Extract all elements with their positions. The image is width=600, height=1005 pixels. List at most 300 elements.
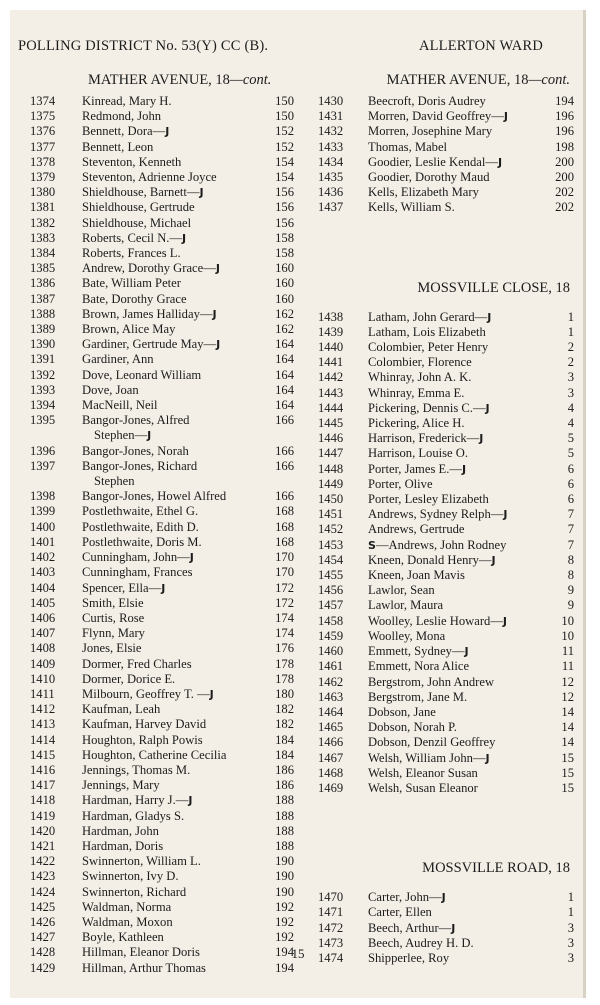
elector-number: 1470 xyxy=(318,890,344,905)
elector-number: 1414 xyxy=(30,732,56,747)
elector-page-ref: 1 xyxy=(567,890,574,905)
elector-entry xyxy=(30,444,294,459)
juror-mark: J xyxy=(503,110,508,124)
elector-name-line xyxy=(368,905,550,920)
elector-entry xyxy=(318,583,574,598)
elector-entry xyxy=(318,477,574,492)
elector-entry xyxy=(318,416,574,431)
elector-name-line xyxy=(82,185,256,200)
elector-entry xyxy=(318,109,574,124)
elector-name: Cunningham, Frances xyxy=(82,565,193,580)
elector-number: 1439 xyxy=(318,324,344,339)
elector-number: 1411 xyxy=(30,686,55,701)
right-column xyxy=(318,66,574,966)
elector-number: 1420 xyxy=(30,823,56,838)
elector-number: 1428 xyxy=(30,945,56,960)
street-name: MOSSVILLE CLOSE, 18 xyxy=(417,279,570,296)
elector-number: 1410 xyxy=(30,671,56,686)
elector-entry xyxy=(30,961,294,976)
elector-name-line xyxy=(82,900,256,915)
section-heading xyxy=(318,854,574,882)
elector-entry xyxy=(30,930,294,945)
elector-page-ref: 3 xyxy=(567,935,574,950)
elector-number: 1432 xyxy=(318,124,344,139)
elector-entry xyxy=(30,276,294,291)
elector-name: Hardman, Gladys S. xyxy=(82,808,185,823)
elector-name: Colombier, Florence xyxy=(368,355,472,370)
elector-name-line xyxy=(82,793,256,808)
elector-page-ref: 14 xyxy=(561,704,574,719)
elector-entry xyxy=(30,626,294,641)
elector-number: 1382 xyxy=(30,215,56,230)
elector-number: 1421 xyxy=(30,838,56,853)
elector-name: Roberts, Cecil N.— xyxy=(82,230,183,245)
elector-name: Goodier, Leslie Kendal— xyxy=(368,154,498,169)
elector-page-ref: 188 xyxy=(275,808,294,823)
elector-name-line xyxy=(368,720,550,735)
elector-name-line xyxy=(82,231,256,246)
elector-entry xyxy=(30,915,294,930)
elector-name-line xyxy=(368,124,550,139)
elector-entry xyxy=(318,185,574,200)
left-column xyxy=(30,66,294,976)
elector-name: Steventon, Kenneth xyxy=(82,154,182,169)
elector-page-ref: 14 xyxy=(561,720,574,735)
elector-entry xyxy=(318,401,574,416)
elector-name-line xyxy=(82,930,256,945)
elector-page-ref: 7 xyxy=(567,522,574,537)
elector-entry xyxy=(30,672,294,687)
juror-mark: J xyxy=(212,307,217,321)
elector-number: 1376 xyxy=(30,124,56,139)
elector-page-ref: 166 xyxy=(275,443,294,458)
elector-entry xyxy=(30,459,294,489)
elector-name-continuation xyxy=(82,428,256,443)
elector-page-ref: 160 xyxy=(275,261,294,276)
elector-number: 1400 xyxy=(30,519,56,534)
elector-number: 1449 xyxy=(318,476,344,491)
elector-number: 1443 xyxy=(318,385,344,400)
elector-name-line xyxy=(82,307,256,322)
elector-name-line xyxy=(368,705,550,720)
elector-name: Bangor-Jones, Norah xyxy=(82,443,189,458)
elector-name-line xyxy=(368,507,550,522)
elector-number: 1460 xyxy=(318,644,344,659)
elector-name: Brown, James Halliday— xyxy=(82,306,213,321)
elector-list xyxy=(318,94,574,216)
elector-entry xyxy=(30,109,294,124)
elector-number: 1461 xyxy=(318,659,344,674)
elector-page-ref: 9 xyxy=(567,583,574,598)
elector-name: Morren, David Geoffrey— xyxy=(368,109,504,124)
elector-entry xyxy=(318,781,574,796)
elector-name: Brown, Alice May xyxy=(82,322,176,337)
elector-name-line xyxy=(368,781,550,796)
elector-number: 1408 xyxy=(30,641,56,656)
elector-name-line xyxy=(82,611,256,626)
elector-number: 1464 xyxy=(318,704,344,719)
elector-name: Bennett, Leon xyxy=(82,139,154,154)
elector-page-ref: 4 xyxy=(567,416,574,431)
elector-name-line xyxy=(82,368,256,383)
elector-name: Kaufman, Leah xyxy=(82,702,161,717)
elector-entry xyxy=(30,231,294,246)
elector-entry xyxy=(318,735,574,750)
elector-entry xyxy=(30,778,294,793)
elector-name: Bate, Dorothy Grace xyxy=(82,291,187,306)
elector-entry xyxy=(318,568,574,583)
elector-name: Carter, John— xyxy=(368,890,442,905)
elector-number: 1463 xyxy=(318,689,344,704)
elector-page-ref: 5 xyxy=(567,431,574,446)
elector-name-line xyxy=(368,94,550,109)
elector-name-line xyxy=(368,370,550,385)
juror-mark: J xyxy=(182,231,187,245)
elector-name: Woolley, Leslie Howard— xyxy=(368,613,503,628)
elector-name-line xyxy=(82,702,256,717)
juror-mark: J xyxy=(503,508,508,522)
elector-page-ref: 7 xyxy=(567,507,574,522)
elector-name: Swinnerton, William L. xyxy=(82,854,201,869)
elector-number: 1467 xyxy=(318,750,344,765)
elector-page-ref: 11 xyxy=(561,659,574,674)
section-heading xyxy=(30,66,294,94)
elector-number: 1458 xyxy=(318,613,344,628)
elector-entry xyxy=(30,763,294,778)
elector-entry xyxy=(30,94,294,109)
elector-name-line xyxy=(82,398,256,413)
street-name: MATHER AVENUE, 18 xyxy=(88,72,230,88)
elector-entry xyxy=(30,504,294,519)
elector-page-ref: 194 xyxy=(275,945,294,960)
elector-entry xyxy=(318,766,574,781)
elector-name: Shieldhouse, Barnett— xyxy=(82,185,200,200)
elector-number: 1468 xyxy=(318,765,344,780)
elector-entry xyxy=(318,629,574,644)
elector-number: 1387 xyxy=(30,291,56,306)
elector-number: 1434 xyxy=(318,154,344,169)
elector-name: Emmett, Sydney— xyxy=(368,644,465,659)
elector-page-ref: 188 xyxy=(275,838,294,853)
elector-entry xyxy=(30,748,294,763)
elector-number: 1417 xyxy=(30,778,56,793)
elector-entry xyxy=(318,446,574,461)
elector-name: —Andrews, John Rodney xyxy=(375,537,507,552)
elector-name: Hardman, John xyxy=(82,823,159,838)
elector-page-ref: 198 xyxy=(555,139,574,154)
elector-entry xyxy=(30,170,294,185)
elector-number: 1405 xyxy=(30,595,56,610)
elector-name-line xyxy=(368,644,550,659)
elector-page-ref: 164 xyxy=(275,367,294,382)
elector-name: Beech, Arthur— xyxy=(368,920,452,935)
elector-name: Latham, John Gerard— xyxy=(368,309,488,324)
elector-page-ref: 194 xyxy=(275,960,294,975)
elector-page-ref: 166 xyxy=(275,489,294,504)
elector-number: 1385 xyxy=(30,261,56,276)
elector-page-ref: 3 xyxy=(567,370,574,385)
elector-number: 1436 xyxy=(318,185,344,200)
elector-name: Roberts, Frances L. xyxy=(82,246,181,261)
elector-name: Bergstrom, Jane M. xyxy=(368,689,468,704)
juror-mark: J xyxy=(189,551,194,565)
elector-entry xyxy=(318,659,574,674)
street-name: MATHER AVENUE, 18 xyxy=(386,72,529,88)
elector-name-line xyxy=(82,961,256,976)
elector-number: 1448 xyxy=(318,461,344,476)
elector-page-ref: 6 xyxy=(567,492,574,507)
elector-page-ref: 150 xyxy=(275,94,294,108)
elector-entry xyxy=(318,720,574,735)
elector-number: 1474 xyxy=(318,950,344,965)
juror-mark: J xyxy=(209,687,214,701)
elector-name-line xyxy=(368,170,550,185)
elector-name-line xyxy=(82,839,256,854)
elector-number: 1384 xyxy=(30,246,56,261)
elector-name: Dormer, Dorice E. xyxy=(82,671,176,686)
elector-name: Andrews, Gertrude xyxy=(368,522,465,537)
elector-number: 1379 xyxy=(30,170,56,185)
elector-entry xyxy=(30,413,294,443)
elector-name: Gardiner, Ann xyxy=(82,352,154,367)
elector-page-ref: 15 xyxy=(561,780,574,795)
elector-name: Curtis, Rose xyxy=(82,610,145,625)
elector-name-line xyxy=(368,185,550,200)
elector-entry xyxy=(30,657,294,672)
elector-entry xyxy=(318,462,574,477)
elector-page-ref: 162 xyxy=(275,322,294,337)
elector-name-line xyxy=(368,155,550,170)
elector-number: 1378 xyxy=(30,154,56,169)
elector-number: 1437 xyxy=(318,200,344,215)
elector-page-ref: 192 xyxy=(275,899,294,914)
elector-number: 1472 xyxy=(318,920,344,935)
elector-name-line xyxy=(368,890,550,905)
elector-entry xyxy=(30,368,294,383)
elector-name-line xyxy=(368,477,550,492)
elector-page-ref: 170 xyxy=(275,550,294,565)
elector-page-ref: 12 xyxy=(561,674,574,689)
elector-page-ref: 4 xyxy=(567,400,574,415)
elector-number: 1459 xyxy=(318,628,344,643)
elector-entry xyxy=(318,370,574,385)
elector-name-line xyxy=(82,322,256,337)
elector-number: 1426 xyxy=(30,914,56,929)
elector-name-line xyxy=(368,416,550,431)
elector-name-line xyxy=(82,672,256,687)
elector-name-line xyxy=(82,520,256,535)
elector-page-ref: 168 xyxy=(275,504,294,519)
elector-name: Flynn, Mary xyxy=(82,626,145,641)
elector-name: Shipperlee, Roy xyxy=(368,950,450,965)
continued-label: —cont. xyxy=(229,72,272,88)
elector-entry xyxy=(30,185,294,200)
elector-name-line xyxy=(82,854,256,869)
elector-name-line xyxy=(368,614,550,629)
elector-name-line xyxy=(82,109,256,124)
elector-entry xyxy=(318,522,574,537)
elector-page-ref: 176 xyxy=(275,641,294,656)
elector-number: 1447 xyxy=(318,446,344,461)
section-heading xyxy=(318,274,574,302)
elector-entry xyxy=(30,337,294,352)
elector-name-line xyxy=(82,748,256,763)
elector-name-line xyxy=(368,751,550,766)
elector-name: Pickering, Dennis C.— xyxy=(368,400,486,415)
elector-number: 1394 xyxy=(30,398,56,413)
elector-name: MacNeill, Neil xyxy=(82,398,158,413)
elector-name: Shieldhouse, Gertrude xyxy=(82,200,195,215)
elector-entry xyxy=(30,839,294,854)
elector-entry xyxy=(30,717,294,732)
elector-name: Whinray, John A. K. xyxy=(368,370,472,385)
elector-entry xyxy=(318,355,574,370)
elector-number: 1390 xyxy=(30,337,56,352)
elector-page-ref: 152 xyxy=(275,124,294,139)
elector-entry xyxy=(318,124,574,139)
elector-number: 1381 xyxy=(30,200,56,215)
elector-page-ref: 7 xyxy=(567,537,574,552)
elector-entry xyxy=(30,535,294,550)
elector-name-line xyxy=(82,459,256,474)
elector-entry xyxy=(30,854,294,869)
elector-name-line xyxy=(368,921,550,936)
elector-page-ref: 14 xyxy=(561,735,574,750)
elector-page-ref: 182 xyxy=(275,702,294,717)
elector-name: Welsh, Susan Eleanor xyxy=(368,780,478,795)
elector-name-line xyxy=(82,216,256,231)
elector-name: Houghton, Ralph Powis xyxy=(82,732,203,747)
elector-name-line xyxy=(82,276,256,291)
elector-name-continuation xyxy=(82,474,256,489)
juror-mark: J xyxy=(497,155,503,169)
elector-number: 1455 xyxy=(318,568,344,583)
elector-name: Hardman, Doris xyxy=(82,838,164,853)
elector-name: Thomas, Mabel xyxy=(368,139,448,154)
elector-page-ref: 1 xyxy=(567,905,574,920)
elector-name-line xyxy=(82,915,256,930)
elector-number: 1374 xyxy=(30,94,56,108)
elector-name-line xyxy=(368,568,550,583)
elector-name: Andrews, Sydney Relph— xyxy=(368,507,504,522)
elector-number: 1401 xyxy=(30,534,56,549)
elector-number: 1403 xyxy=(30,565,56,580)
elector-page-ref: 202 xyxy=(555,185,574,200)
elector-name: Waldman, Norma xyxy=(82,899,172,914)
elector-entry xyxy=(30,200,294,215)
elector-entry xyxy=(318,310,574,325)
elector-name-line xyxy=(82,337,256,352)
elector-name: Shieldhouse, Michael xyxy=(82,215,192,230)
elector-number: 1430 xyxy=(318,94,344,108)
elector-name-line xyxy=(368,386,550,401)
elector-number: 1380 xyxy=(30,185,56,200)
elector-name: Waldman, Moxon xyxy=(82,914,173,929)
elector-name-line xyxy=(82,504,256,519)
elector-name: Dove, Joan xyxy=(82,382,139,397)
elector-entry xyxy=(318,200,574,215)
elector-number: 1462 xyxy=(318,674,344,689)
juror-mark: J xyxy=(491,553,496,567)
elector-page-ref: 190 xyxy=(275,869,294,884)
elector-number: 1386 xyxy=(30,276,56,291)
juror-mark: J xyxy=(487,310,492,324)
juror-mark: J xyxy=(165,125,170,139)
elector-name: Bergstrom, John Andrew xyxy=(368,674,495,689)
elector-name-line xyxy=(368,200,550,215)
elector-entry xyxy=(30,261,294,276)
elector-number: 1444 xyxy=(318,400,344,415)
elector-page-ref: 196 xyxy=(555,109,574,124)
elector-name-line xyxy=(82,565,256,580)
elector-name-line xyxy=(82,444,256,459)
elector-page-ref: 190 xyxy=(275,884,294,899)
juror-mark: J xyxy=(461,462,467,476)
elector-page-ref: 3 xyxy=(567,920,574,935)
elector-entry xyxy=(318,644,574,659)
elector-name: Kells, William S. xyxy=(368,200,455,215)
elector-name-line xyxy=(82,809,256,824)
elector-number: 1404 xyxy=(30,580,56,595)
elector-page-ref: 196 xyxy=(555,124,574,139)
elector-name: Whinray, Emma E. xyxy=(368,385,465,400)
elector-name: Harrison, Frederick— xyxy=(368,431,480,446)
elector-name: Jennings, Thomas M. xyxy=(82,762,191,777)
elector-page-ref: 160 xyxy=(275,291,294,306)
elector-number: 1383 xyxy=(30,230,56,245)
elector-number: 1469 xyxy=(318,780,344,795)
elector-name-line xyxy=(368,446,550,461)
elector-number: 1393 xyxy=(30,382,56,397)
elector-number: 1441 xyxy=(318,355,344,370)
elector-entry xyxy=(30,383,294,398)
elector-page-ref: 12 xyxy=(561,689,574,704)
elector-entry xyxy=(318,890,574,905)
elector-name-line xyxy=(82,170,256,185)
elector-entry xyxy=(30,307,294,322)
elector-number: 1438 xyxy=(318,309,344,324)
juror-mark: J xyxy=(215,262,220,276)
elector-number: 1435 xyxy=(318,170,344,185)
elector-page-ref: 174 xyxy=(275,626,294,641)
elector-name: Emmett, Nora Alice xyxy=(368,659,470,674)
elector-name: Swinnerton, Ivy D. xyxy=(82,869,179,884)
elector-page-ref: 192 xyxy=(275,914,294,929)
elector-name-line xyxy=(368,629,550,644)
elector-number: 1377 xyxy=(30,139,56,154)
elector-name-line xyxy=(82,641,256,656)
juror-mark: J xyxy=(147,429,152,443)
elector-name-line xyxy=(82,824,256,839)
register-page xyxy=(10,10,586,998)
elector-name: Smith, Elsie xyxy=(82,595,144,610)
elector-name-line xyxy=(82,261,256,276)
elector-name: Boyle, Kathleen xyxy=(82,930,164,945)
elector-page-ref: 164 xyxy=(275,352,294,367)
elector-number: 1392 xyxy=(30,367,56,382)
elector-name-line xyxy=(368,109,550,124)
elector-name: Swinnerton, Richard xyxy=(82,884,187,899)
elector-name: Postlethwaite, Ethel G. xyxy=(82,504,199,519)
elector-page-ref: 202 xyxy=(555,200,574,215)
elector-entry xyxy=(30,550,294,565)
elector-page-ref: 154 xyxy=(275,170,294,185)
elector-entry xyxy=(30,824,294,839)
elector-name: Hillman, Eleanor Doris xyxy=(82,945,200,960)
elector-entry xyxy=(318,140,574,155)
elector-page-ref: 166 xyxy=(275,458,294,473)
elector-number: 1452 xyxy=(318,522,344,537)
